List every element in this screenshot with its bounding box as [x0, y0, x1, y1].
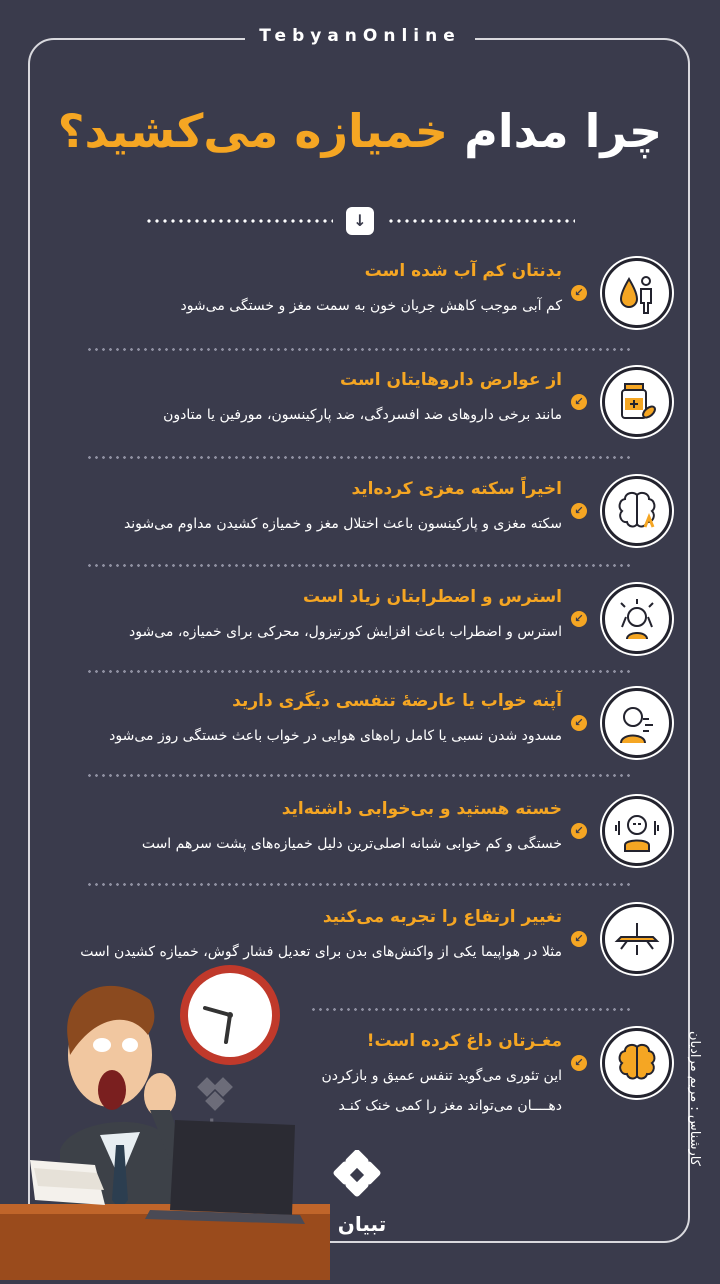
list-item [40, 688, 680, 760]
brand-name: TebyanOnline [245, 26, 475, 46]
water-drop-person-icon [602, 258, 672, 328]
watermark-logo [197, 1077, 233, 1111]
item-title: از عوارض داروهایتان است [340, 370, 562, 390]
page-title [40, 96, 680, 166]
bullet-icon: ↙ [571, 285, 587, 301]
dotted-separator [310, 1008, 632, 1011]
item-title: مغـزتان داغ کرده است! [366, 1031, 562, 1051]
item-description: مانند برخی داروهای ضد افسردگی، ضد پارکینسون، مورفین یا متادون [163, 407, 562, 423]
bullet-icon: ↙ [571, 715, 587, 731]
title-part2: خمیازه می‌کشید؟ [57, 104, 449, 158]
dotted-line-right [387, 219, 575, 223]
dotted-separator [86, 456, 632, 459]
tebyan-logo [322, 1150, 402, 1250]
list-item [40, 367, 680, 439]
dotted-separator [86, 670, 632, 673]
title-divider [145, 207, 575, 235]
item-description: خستگی و کم خوابی شبانه اصلی‌ترین دلیل خمیازه‌های پشت سرهم است [141, 836, 562, 852]
tired-person-icon [602, 796, 672, 866]
bullet-icon: ↙ [571, 931, 587, 947]
stressed-person-icon [602, 584, 672, 654]
bullet-icon: ↙ [571, 394, 587, 410]
item-description: کم آبی موجب کاهش جریان خون به سمت مغز و خستگی می‌شود [180, 298, 562, 314]
brain-icon [602, 476, 672, 546]
list-item [40, 796, 680, 868]
coughing-person-icon [602, 688, 672, 758]
dotted-separator [86, 774, 632, 777]
bullet-icon: ↙ [571, 1055, 587, 1071]
item-description: مسدود شدن نسبی یا کامل راه‌های هوایی در خواب باعث خستگی روز می‌شود [109, 728, 562, 744]
dotted-separator [86, 348, 632, 351]
item-title: بدنتان کم آب شده است [364, 261, 562, 281]
item-description: استرس و اضطراب باعث افزایش کورتیزول، محرکی برای خمیازه، می‌شود [129, 624, 562, 640]
title-part1: چرا مدام [464, 104, 663, 158]
dotted-line-left [145, 219, 333, 223]
item-title: استرس و اضطرابتان زیاد است [302, 587, 562, 607]
bullet-icon: ↙ [571, 823, 587, 839]
item-title: تغییر ارتفاع را تجربه می‌کنید [322, 907, 562, 927]
item-title: اخیراً سکته مغزی کرده‌اید [351, 479, 562, 499]
dotted-separator [86, 564, 632, 567]
item-description: این تئوری می‌گوید تنفس عمیق و بازکردن [321, 1068, 562, 1084]
arrow-down-icon: ↓ [346, 207, 374, 235]
item-description-line2: دهــــان می‌تواند مغز را کمی خنک کنـد [338, 1098, 562, 1114]
list-item [40, 584, 680, 656]
list-item [40, 476, 680, 548]
credit-text: کارشناس : مریم مرادیان [687, 1030, 702, 1166]
bullet-icon: ↙ [571, 611, 587, 627]
logo-text: تبیان [337, 1212, 387, 1236]
dotted-separator [86, 883, 632, 886]
item-title: آپنه خواب یا عارضهٔ تنفسی دیگری دارید [232, 691, 562, 711]
brain-icon [602, 1028, 672, 1098]
list-item [40, 258, 680, 330]
medicine-bottle-icon [602, 367, 672, 437]
tebyan-logo-mark [332, 1150, 392, 1206]
bullet-icon: ↙ [571, 503, 587, 519]
brand-header [0, 26, 720, 46]
item-description: سکته مغزی و پارکینسون باعث اختلال مغز و خمیازه کشیدن مداوم می‌شوند [123, 516, 562, 532]
item-description: مثلا در هواپیما یکی از واکنش‌های بدن برای تعدیل فشار گوش، خمیازه کشیدن است [80, 944, 562, 960]
item-title: خسته هستید و بی‌خوابی داشته‌اید [281, 799, 562, 819]
yawning-man-illustration [0, 960, 330, 1280]
airplane-icon [602, 904, 672, 974]
